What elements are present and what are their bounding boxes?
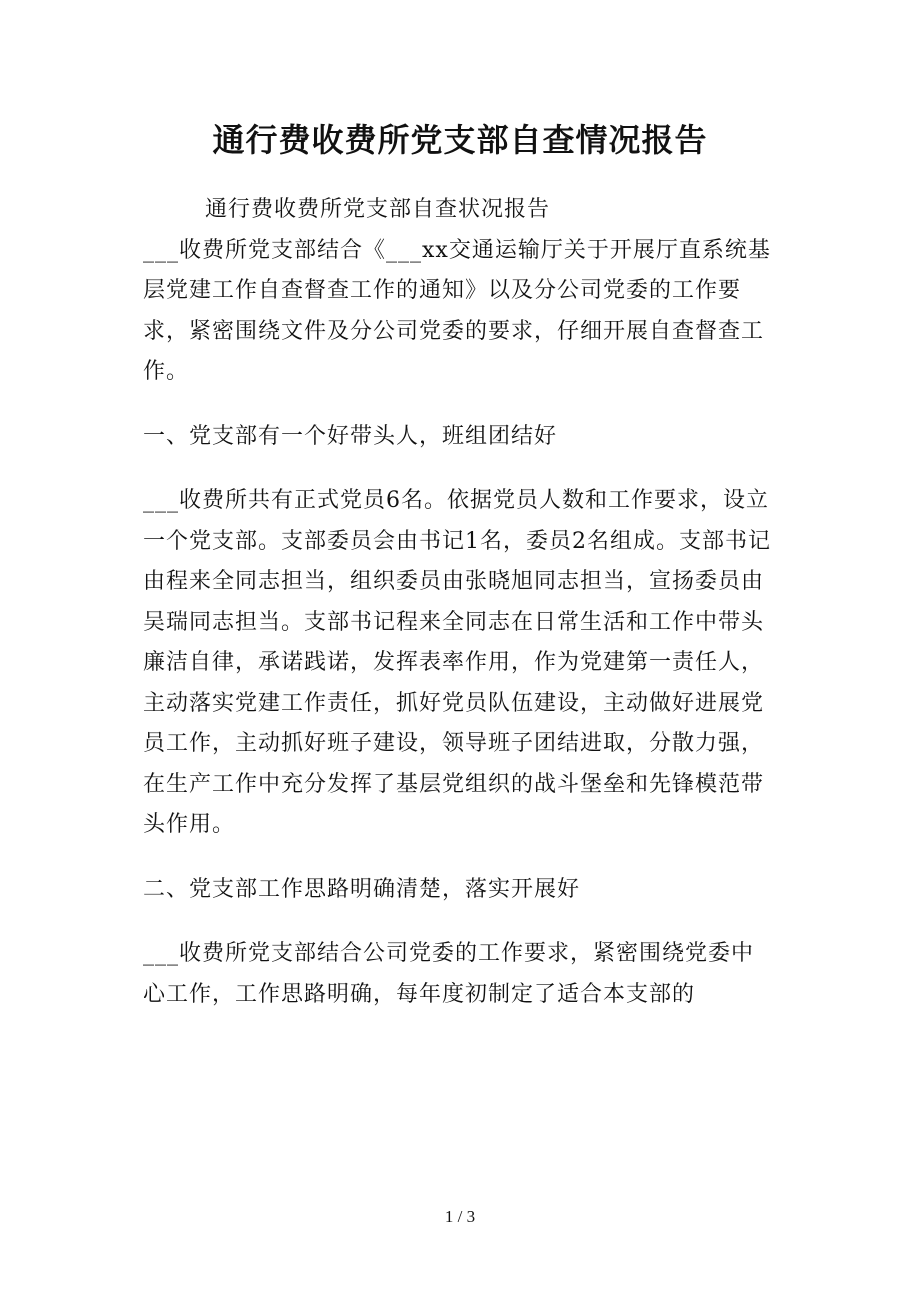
section-heading-1: 一、党支部有一个好带头人，班组团结好 bbox=[143, 423, 558, 449]
document-body bbox=[143, 190, 773, 1015]
report-subtitle: 通行费收费所党支部自查状况报告 bbox=[205, 197, 551, 222]
document-title: 通行费收费所党支部自查情况报告 bbox=[212, 121, 708, 159]
page-number: 1 / 3 bbox=[444, 1207, 476, 1226]
section-2-paragraph: ___收费所党支部结合公司党委的工作要求，紧密围绕党委中心工作，工作思路明确，每年度初制定了适合本支部的 bbox=[143, 941, 755, 1007]
section-1-paragraph: ___收费所共有正式党员6名。依据党员人数和工作要求，设立一个党支部。支部委员会由书记1名，委员2名组成。支部书记由程来全同志担当，组织委员由张晓旭同志担当，宣扬委员由吴瑞同志担当。支部书记程来全同志在日常生活和工作中带头廉洁自律，承诺践诺，发挥表率作用，作为党建第一责任人，主动落实党建工作责任，抓好党员队伍建设，主动做好进展党员工作，主动抓好班子建设，领导班子团结进取，分散力强，在生产工作中充分发挥了基层党组织的战斗堡垒和先锋模范带头作用。 bbox=[143, 488, 771, 837]
section-heading-2: 二、党支部工作思路明确清楚，落实开展好 bbox=[143, 876, 581, 902]
intro-paragraph: ___收费所党支部结合《___xx交通运输厅关于开展厅直系统基层党建工作自查督查工作的通知》以及分公司党委的工作要求，紧密围绕文件及分公司党委的要求，仔细开展自查督查工作。 bbox=[143, 237, 771, 384]
